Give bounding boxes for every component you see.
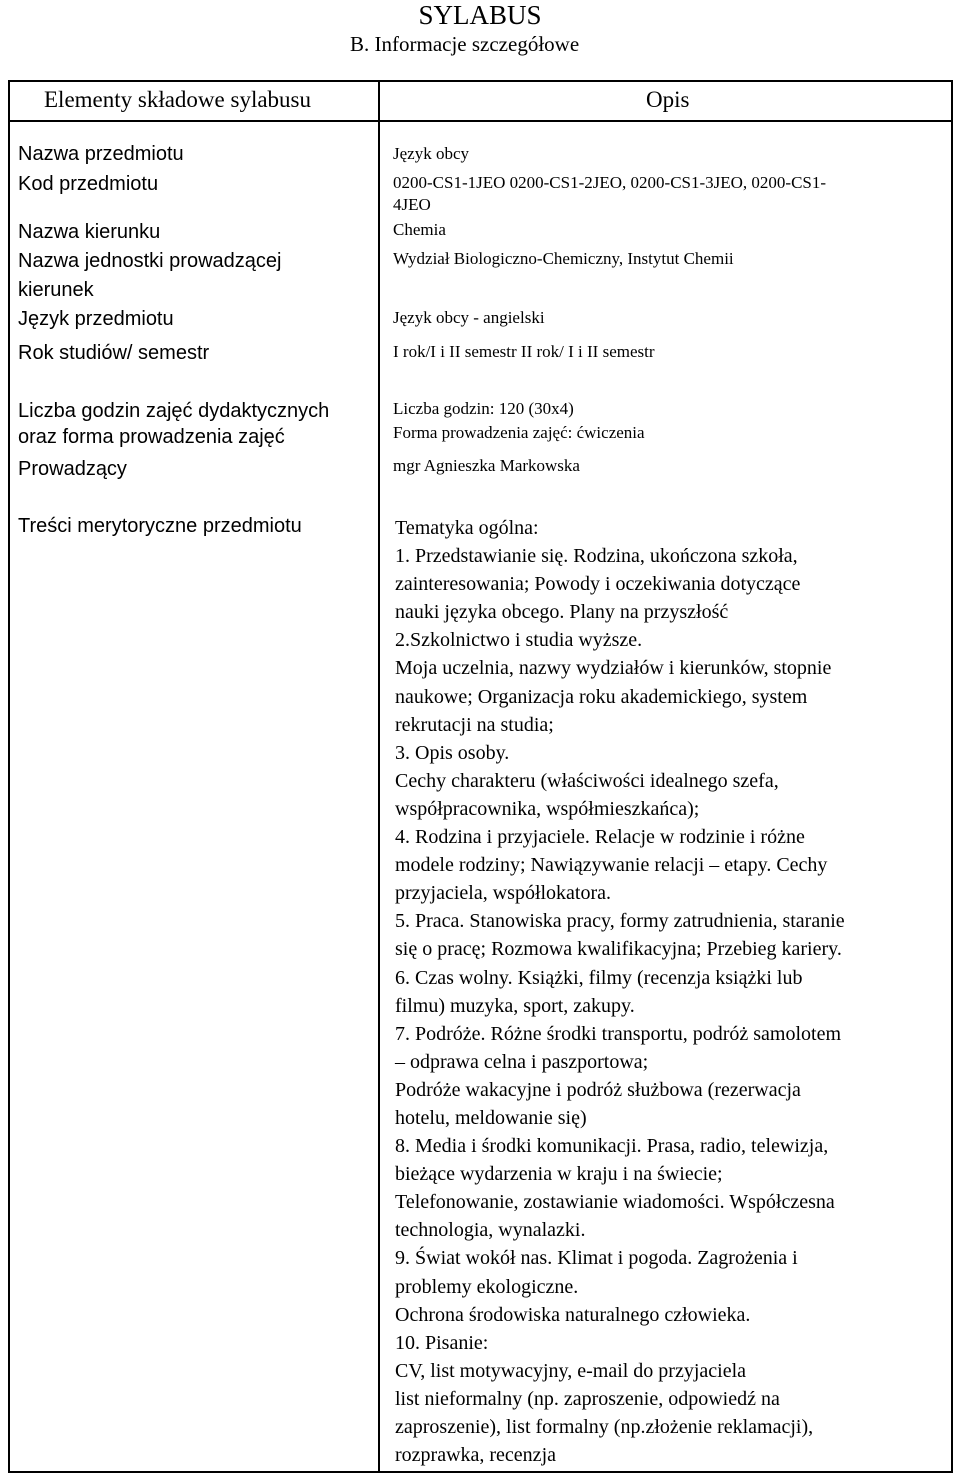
content-line: technologia, wynalazki. (395, 1219, 586, 1242)
content-line: modele rodziny; Nawiązywanie relacji – etapy. Cechy (395, 854, 828, 877)
table-top-border (8, 80, 953, 82)
label-teaching-hours: Liczba godzin zajęć dydaktycznych (18, 400, 330, 422)
content-line: bieżące wydarzenia w kraju i na świecie; (395, 1163, 723, 1186)
content-line: hotelu, meldowanie się) (395, 1106, 587, 1129)
content-line: 2.Szkolnictwo i studia wyższe. (395, 629, 643, 652)
table-bottom-border (8, 1471, 953, 1473)
label-unit-name-cont: kierunek (18, 279, 94, 301)
content-line: przyjaciela, współlokatora. (395, 882, 612, 905)
column-header-description: Opis (646, 87, 690, 112)
content-line: rozprawka, recenzja (395, 1444, 556, 1467)
content-line: 8. Media i środki komunikacji. Prasa, radio, telewizja, (395, 1135, 829, 1158)
document-title: SYLABUS (418, 0, 542, 30)
value-course-code: 0200-CS1-1JEO 0200-CS1-2JEO, 0200-CS1-3JEO, 0200-CS1- (393, 173, 827, 192)
content-line: się o pracę; Rozmowa kwalifikacyjna; Przebieg kariery. (395, 938, 842, 961)
label-course-code: Kod przedmiotu (18, 173, 159, 195)
value-course-code-cont: 4JEO (393, 195, 431, 214)
table-left-border (8, 80, 10, 1473)
label-teaching-hours-cont: oraz forma prowadzenia zajęć (18, 426, 285, 448)
content-line: Telefonowanie, zostawianie wiadomości. Współczesna (395, 1191, 835, 1214)
content-line: Ochrona środowiska naturalnego człowieka. (395, 1303, 751, 1326)
content-line: CV, list motywacyjny, e-mail do przyjaciela (395, 1359, 747, 1382)
document-subtitle: B. Informacje szczegółowe (350, 32, 580, 56)
value-year-semester: I rok/I i II semestr II rok/ I i II semestr (393, 342, 655, 361)
content-line: Podróże wakacyjne i podróż służbowa (rezerwacja (395, 1078, 801, 1101)
label-instructor: Prowadzący (18, 458, 127, 480)
value-unit-name: Wydział Biologiczno-Chemiczny, Instytut Chemii (393, 249, 734, 268)
value-teaching-form: Forma prowadzenia zajęć: ćwiczenia (393, 423, 645, 442)
content-line: Moja uczelnia, nazwy wydziałów i kierunków, stopnie (395, 657, 832, 680)
value-field-of-study: Chemia (393, 220, 446, 239)
label-field-of-study: Nazwa kierunku (18, 221, 161, 243)
value-course-language: Język obcy - angielski (393, 308, 545, 327)
content-line: 4. Rodzina i przyjaciele. Relacje w rodzinie i różne (395, 826, 805, 849)
label-unit-name: Nazwa jednostki prowadzącej (18, 250, 282, 272)
label-course-name: Nazwa przedmiotu (18, 143, 184, 165)
course-content-list (395, 514, 955, 1469)
content-line: Tematyka ogólna: (395, 517, 539, 539)
content-line: nauki języka obcego. Plany na przyszłość (395, 601, 729, 624)
content-line: rekrutacji na studia; (395, 713, 554, 736)
label-year-semester: Rok studiów/ semestr (18, 342, 210, 364)
column-divider (378, 80, 380, 1473)
content-line: 10. Pisanie: (395, 1331, 489, 1354)
content-line: problemy ekologiczne. (395, 1275, 579, 1298)
header-row-divider (8, 120, 953, 122)
content-line: list nieformalny (np. zaproszenie, odpowiedź na (395, 1387, 780, 1410)
content-line: naukowe; Organizacja roku akademickiego, system (395, 685, 808, 708)
content-line: 3. Opis osoby. (395, 741, 510, 764)
content-line: 9. Świat wokół nas. Klimat i pogoda. Zagrożenia i (395, 1247, 798, 1270)
label-course-language: Język przedmiotu (18, 308, 174, 330)
value-course-name: Język obcy (393, 144, 470, 163)
content-line: zaproszenie), list formalny (np.złożenie reklamacji), (395, 1416, 814, 1438)
content-line: 7. Podróże. Różne środki transportu, podróż samolotem (395, 1022, 842, 1045)
content-line: 1. Przedstawianie się. Rodzina, ukończona szkoła, (395, 545, 798, 568)
content-line: filmu) muzyka, sport, zakupy. (395, 994, 635, 1017)
value-teaching-hours: Liczba godzin: 120 (30x4) (393, 399, 574, 418)
content-line: 5. Praca. Stanowiska pracy, formy zatrudnienia, staranie (395, 910, 845, 933)
content-line: – odprawa celna i paszportowa; (395, 1050, 649, 1073)
content-line: 6. Czas wolny. Książki, filmy (recenzja książki lub (395, 966, 803, 989)
value-instructor: mgr Agnieszka Markowska (393, 456, 580, 475)
content-line: zainteresowania; Powody i oczekiwania dotyczące (395, 573, 801, 596)
label-course-content: Treści merytoryczne przedmiotu (18, 515, 302, 537)
content-line: Cechy charakteru (właściwości idealnego szefa, (395, 769, 779, 792)
column-header-elements: Elementy składowe sylabusu (44, 87, 312, 112)
content-line: współpracownika, współmieszkańca); (395, 797, 700, 820)
